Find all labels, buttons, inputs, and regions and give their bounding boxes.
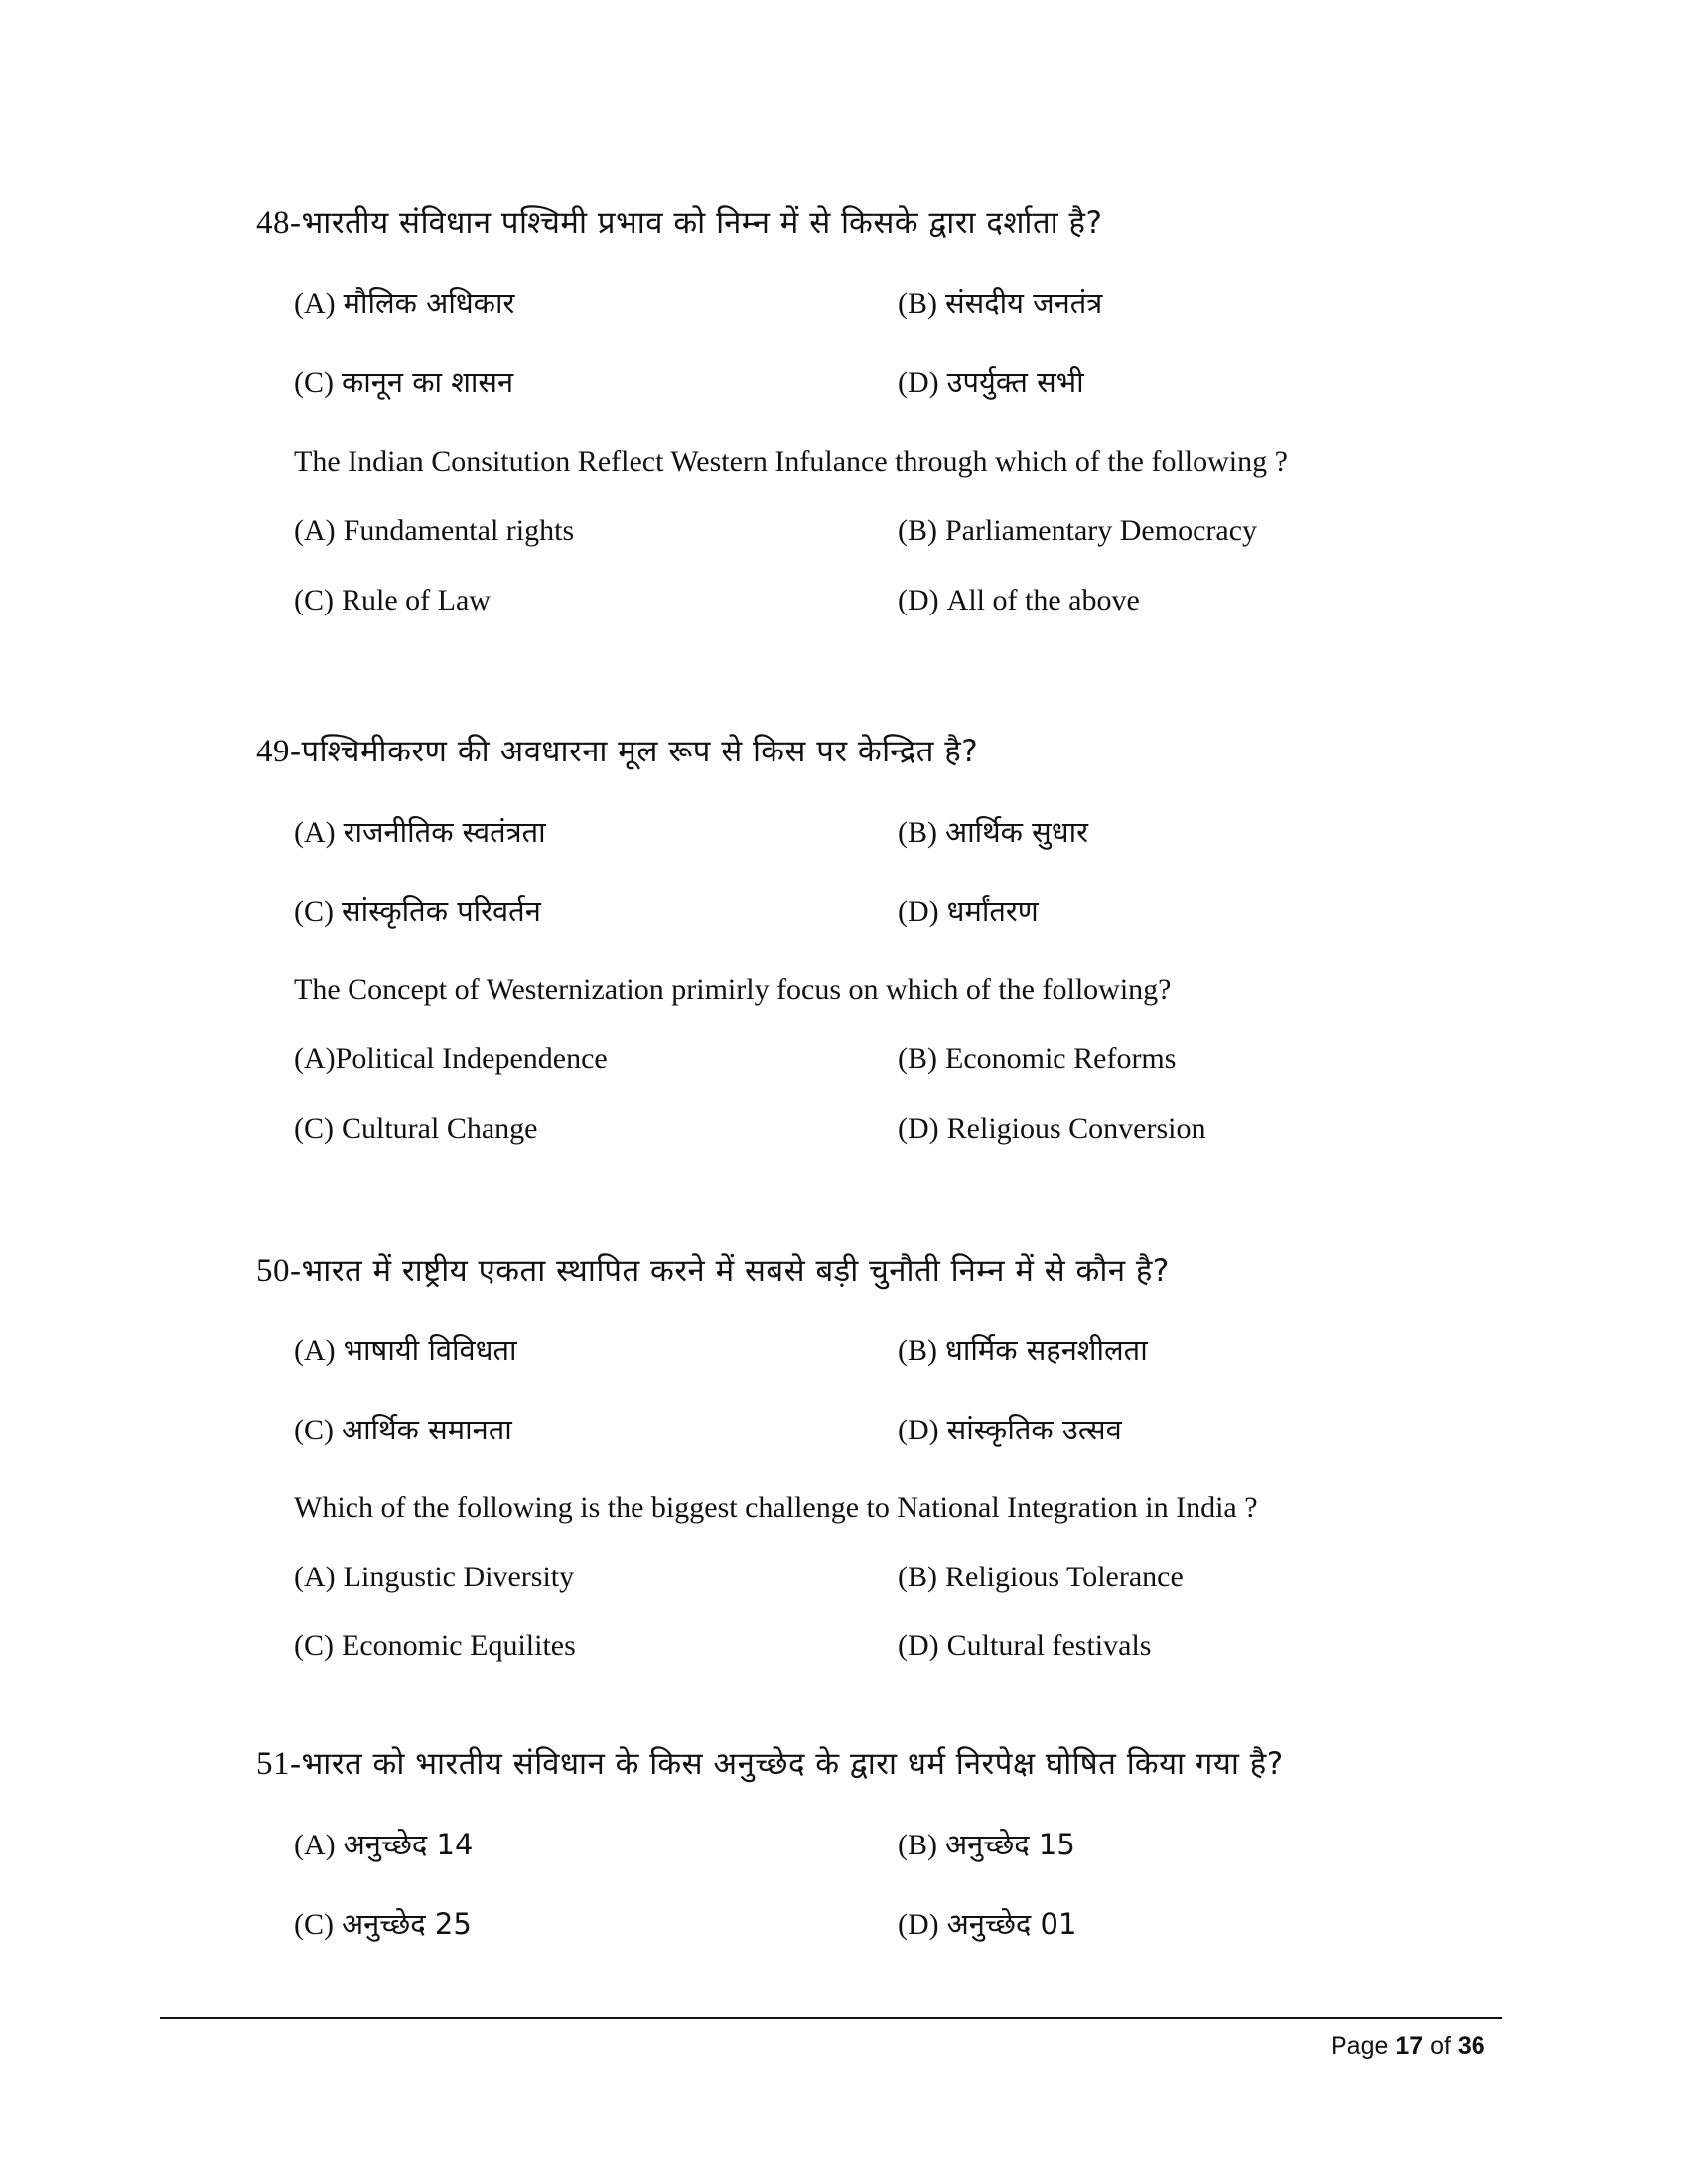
option-letter: (A) [294,1334,336,1367]
option-text: Fundamental rights [343,514,575,547]
option-text: अनुच्छेद 25 [342,1907,472,1941]
question-48-hindi [256,202,1102,243]
option-letter: (D) [898,895,939,928]
option-text: राजनीतिक स्वतंत्रता [343,815,546,849]
question-51-hindi-option-d [898,1904,1076,1943]
option-letter: (B) [898,1561,937,1593]
option-text: आर्थिक सुधार [945,815,1088,849]
option-letter: (D) [898,1629,939,1662]
question-49-english: The Concept of Westernization primirly focus on which of the following? [294,973,1172,1006]
question-50-english-option-d [898,1629,1151,1663]
option-text: Cultural festivals [946,1629,1152,1662]
question-48-english-option-d [898,584,1140,617]
option-letter: (C) [294,1112,334,1145]
option-letter: (B) [898,1042,937,1075]
question-51-number: 51- [256,1746,302,1782]
option-letter: (B) [898,1829,937,1861]
option-text: धर्मांतरण [946,894,1039,928]
question-50-hindi-option-a [294,1330,517,1369]
question-48-english: The Indian Consitution Reflect Western Infulance through which of the following ? [294,445,1288,478]
total-pages: 36 [1457,2032,1485,2060]
footer-divider [160,2017,1502,2019]
question-48-number: 48- [256,205,302,241]
question-48-hindi-option-b [898,283,1102,322]
option-text: All of the above [946,584,1140,616]
option-text: अनुच्छेद 01 [946,1907,1077,1941]
page-word: Page [1331,2032,1396,2060]
option-text: Parliamentary Democracy [945,514,1258,547]
question-50-hindi-option-c [294,1410,512,1448]
question-50-number: 50- [256,1253,302,1289]
option-text: अनुच्छेद 15 [945,1828,1075,1861]
option-text: मौलिक अधिकार [343,286,515,320]
question-50-english-option-b [898,1561,1184,1594]
option-text: Lingustic Diversity [343,1561,575,1593]
question-51-hindi-option-c [294,1904,472,1943]
question-49-english-option-b [898,1042,1176,1076]
option-text: भाषायी विविधता [343,1333,517,1367]
question-49-english-option-a [294,1042,608,1076]
option-letter: (C) [294,1414,334,1446]
option-letter: (A) [294,287,336,320]
option-text: Religious Tolerance [945,1561,1184,1593]
option-letter: (D) [898,584,939,616]
question-48-hindi-option-a [294,283,514,322]
option-letter: (B) [898,287,937,320]
option-text: Economic Equilites [342,1629,576,1662]
option-letter: (D) [898,1414,939,1446]
option-letter: (C) [294,1908,334,1941]
option-letter: (B) [898,514,937,547]
of-word: of [1423,2032,1458,2060]
option-letter: (C) [294,1629,334,1662]
question-48-hindi-option-c [294,362,513,401]
option-letter: (C) [294,584,334,616]
option-letter: (D) [898,1908,939,1941]
question-49-hindi-option-d [898,891,1039,930]
current-page-number: 17 [1395,2032,1424,2060]
option-letter: (A) [294,1829,336,1861]
option-text: संसदीय जनतंत्र [945,286,1103,320]
option-text: आर्थिक समानता [342,1413,512,1446]
option-text: Religious Conversion [946,1112,1206,1145]
question-49-hindi-option-c [294,891,541,930]
question-48-hindi-text: भारतीय संविधान पश्चिमी प्रभाव को निम्न में से किसके द्वारा दर्शाता है? [301,205,1103,241]
page-indicator [1331,2032,1485,2061]
question-48-hindi-option-d [898,362,1084,401]
option-text: उपर्युक्त सभी [946,365,1084,399]
option-letter: (B) [898,1334,937,1367]
question-50-hindi-option-d [898,1410,1122,1448]
question-49-english-option-d [898,1112,1206,1146]
question-51-hindi-option-a [294,1825,473,1863]
question-51-hindi-option-b [898,1825,1075,1863]
option-letter: (A) [294,1561,336,1593]
question-50-english-option-c [294,1629,576,1663]
question-49-number: 49- [256,734,302,769]
question-49-hindi-text: पश्चिमीकरण की अवधारना मूल रूप से किस पर केन्द्रित है? [301,734,979,769]
option-letter: (D) [898,366,939,399]
option-letter: (C) [294,895,334,928]
question-50-hindi [256,1249,1170,1291]
option-text: Economic Reforms [945,1042,1177,1075]
option-letter: (A) [294,816,336,849]
question-51-hindi [256,1742,1284,1784]
question-49-hindi-option-a [294,812,546,851]
question-49-hindi [256,730,978,771]
option-letter: (C) [294,366,334,399]
option-letter: (A) [294,1042,336,1075]
option-letter: (D) [898,1112,939,1145]
question-50-hindi-option-b [898,1330,1148,1369]
question-49-hindi-option-b [898,812,1088,851]
option-text: Political Independence [335,1042,608,1075]
question-50-english: Which of the following is the biggest challenge to National Integration in India ? [294,1491,1258,1524]
option-text: कानून का शासन [342,365,514,399]
option-text: धार्मिक सहनशीलता [945,1333,1148,1367]
option-text: अनुच्छेद 14 [343,1828,474,1861]
option-text: सांस्कृतिक उत्सव [946,1413,1122,1446]
option-text: Rule of Law [342,584,491,616]
question-51-hindi-text: भारत को भारतीय संविधान के किस अनुच्छेद के द्वारा धर्म निरपेक्ष घोषित किया गया है? [301,1746,1284,1782]
option-letter: (A) [294,514,336,547]
question-50-english-option-a [294,1561,574,1594]
option-text: Cultural Change [342,1112,538,1145]
question-48-english-option-c [294,584,491,617]
question-48-english-option-a [294,514,574,548]
question-49-english-option-c [294,1112,537,1146]
option-text: सांस्कृतिक परिवर्तन [342,894,541,928]
question-48-english-option-b [898,514,1257,548]
option-letter: (B) [898,816,937,849]
question-50-hindi-text: भारत में राष्ट्रीय एकता स्थापित करने में सबसे बड़ी चुनौती निम्न में से कौन है? [301,1253,1170,1289]
